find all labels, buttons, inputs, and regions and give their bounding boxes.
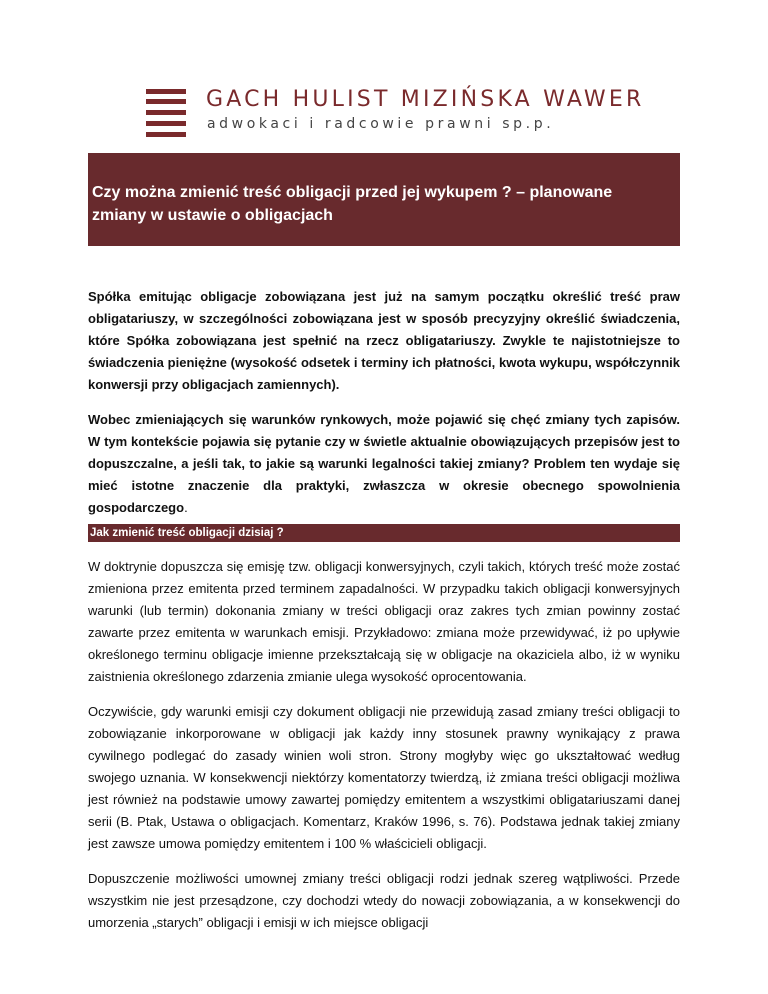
body-paragraph-3: Dopuszczenie możliwości umownej zmiany treści obligacji rodzi jednak szereg wątpliwości. Przede wszystkim nie jest przesądzone, czy dochodzi wtedy do nowacji zobowiązania, a w konsekwencji do umorzenia „starych” obligacji i emisji w ich miejsce obligacji xyxy=(88,871,680,930)
document-body xyxy=(88,286,680,934)
body-paragraph-1: W doktrynie dopuszcza się emisję tzw. obligacji konwersyjnych, czyli takich, których treść może zostać zmieniona przez emitenta przed terminem zapadalności. W przypadku takich obligacji konwersyjnych warunki (lub termin) dokonania zmiany w treści obligacji oraz zakres tych zmian powinny zostać zawarte przez emitenta w warunkach emisji. Przykładowo: zmiana może przewidywać, iż po upływie określonego terminu obligacje imienne przekształcają się w obligacje na okaziciela albo, iż w wyniku zaistnienia określonego zdarzenia zmianie ulega wysokość oprocentowania. xyxy=(88,559,680,684)
intro-paragraph-2-tail: . xyxy=(184,500,188,515)
document-title: Czy można zmienić treść obligacji przed jej wykupem ? – planowane zmiany w ustawie o obligacjach xyxy=(92,184,613,224)
body-paragraph-2: Oczywiście, gdy warunki emisji czy dokument obligacji nie przewidują zasad zmiany treści obligacji to zobowiązanie inkorporowane w obligacji jak każdy inny stosunek prawny wynikający z prawa cywilnego podlegać do zasady winien woli stron. Strony mogłyby więc go ukształtować według swojego uznania. W konsekwencji niektórzy komentatorzy twierdzą, iż zmiana treści obligacji możliwa jest również na podstawie umowy zawartej pomiędzy emitentem a wszystkimi obligatariuszami danej serii (B. Ptak, Ustawa o obligacjach. Komentarz, Kraków 1996, s. 76). Podstawa jednak takiej zmiany jest zawsze umowa pomiędzy emitentem i 100 % właścicieli obligacji. xyxy=(88,704,680,851)
firm-subtitle: adwokaci i radcowie prawni sp.p. xyxy=(207,116,555,132)
title-banner xyxy=(88,153,680,246)
intro-paragraph-2-text: Wobec zmieniających się warunków rynkowych, może pojawić się chęć zmiany tych zapisów. W tym kontekście pojawia się pytanie czy w świetle aktualnie obowiązujących przepisów jest to dopuszczalne, a jeśli tak, to jakie są warunki legalności takiej zmiany? Problem ten wydaje się mieć istotne znaczenie dla praktyki, zwłaszcza w okresie obecnego spowolnienia gospodarczego xyxy=(88,412,680,515)
section-heading: Jak zmienić treść obligacji dzisiaj ? xyxy=(88,524,680,542)
intro-paragraph-1: Spółka emitując obligacje zobowiązana jest już na samym początku określić treść praw obligatariuszy, w szczególności zobowiązana jest w sposób precyzyjny określić świadczenia, które Spółka zobowiązana jest spełnić na rzecz obligatariuszy. Zwykle te najistotniejsze to świadczenia pieniężne (wysokość odsetek i terminy ich płatności, kwota wykupu, współczynnik konwersji przy obligacjach zamiennych). xyxy=(88,289,680,392)
firm-logo xyxy=(146,89,706,139)
logo-bars-icon xyxy=(146,89,186,137)
firm-name: GACH HULIST MIZIŃSKA WAWER xyxy=(206,87,645,112)
intro-paragraph-2 xyxy=(88,409,680,519)
